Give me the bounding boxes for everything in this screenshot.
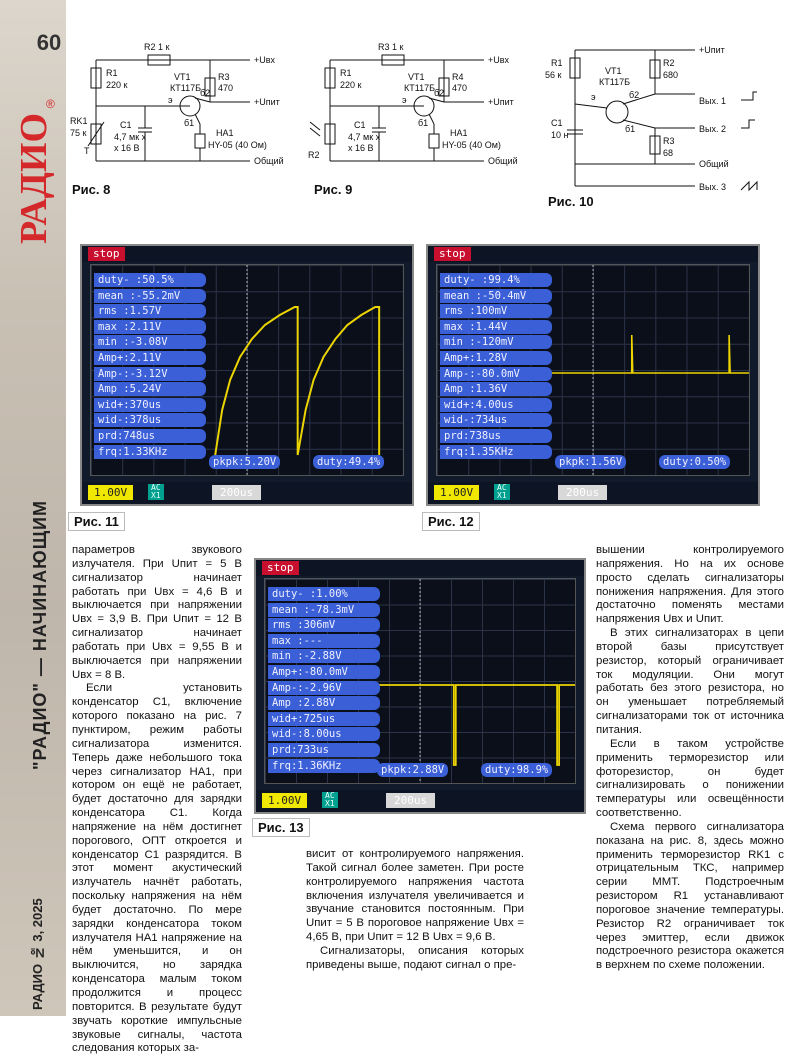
svg-text:б1: б1 — [418, 118, 429, 128]
svg-text:470: 470 — [452, 83, 468, 93]
svg-text:R3 1 к: R3 1 к — [378, 42, 404, 52]
radio-logo — [10, 90, 58, 250]
scope-grid — [436, 264, 750, 476]
svg-text:R3: R3 — [218, 72, 230, 82]
svg-text:HA1: HA1 — [216, 128, 234, 138]
svg-text:Общий: Общий — [699, 159, 729, 169]
svg-text:э: э — [591, 92, 596, 102]
timebase: 200us — [386, 793, 435, 808]
text-column-1 — [72, 544, 242, 1055]
coupling: AC X1 — [322, 792, 338, 808]
section-title: "РАДИО" — НАЧИНАЮЩИМ — [30, 500, 50, 770]
measurement-row: duty- :99.4% — [440, 273, 552, 287]
svg-text:R2: R2 — [663, 58, 675, 68]
scope-fig12 — [426, 244, 760, 506]
measurement-row: mean :-78.3mV — [268, 603, 380, 617]
scope-topbar — [256, 560, 584, 576]
svg-text:КТ117Б: КТ117Б — [404, 83, 435, 93]
paragraph: В этих сигнализаторах в цепи второй базы присутствует резистор, который ограничивает ток модуляции. Они могут работать без этого резистора, но он уменьшает потребляемый сигнализаторами ток от источника питания. — [596, 627, 784, 736]
scope-grid — [90, 264, 404, 476]
svg-text:+Uвх: +Uвх — [254, 55, 276, 65]
measurement-row: Amp+:-80.0mV — [268, 665, 380, 679]
svg-text:220 к: 220 к — [106, 80, 128, 90]
measurements-panel — [94, 273, 206, 460]
svg-text:Вых. 2: Вых. 2 — [699, 124, 726, 134]
scope-bottombar — [82, 482, 412, 504]
duty-readout: duty:0.50% — [659, 455, 730, 469]
svg-text:75 к: 75 к — [70, 128, 87, 138]
measurement-row: wid-:378us — [94, 413, 206, 427]
volts-div: 1.00V — [88, 485, 133, 500]
svg-text:э: э — [168, 95, 173, 105]
pkpk-readout: pkpk:5.20V — [209, 455, 280, 469]
pkpk-readout: pkpk:2.88V — [377, 763, 448, 777]
scope-grid — [264, 578, 576, 784]
fig12-caption: Рис. 12 — [422, 512, 480, 531]
svg-text:+Uпит: +Uпит — [699, 45, 725, 55]
measurement-row: rms :306mV — [268, 618, 380, 632]
timebase: 200us — [558, 485, 607, 500]
paragraph: Если установить конденсатор C1, включение которого показано на рис. 7 пунктиром, режим работы сигнализатора изменится. Теперь даже небольшого тока через сигнализатор HA1, при котором он ещё не работает, будет достаточно для зарядки конденсатора C1. Когда напряжение на нём достигнет порогового, ОПТ откроется и конденсатор C1 разрядится. В этот момент акустический излучатель начнёт работать, поскольку напряжения на нём будет достаточно. По мере зарядки конденсатора током излучателя HA1 напряжение на нём уменьшится, и он выключится, но зарядка конденсатора малым током продолжится и процесс повторится. В результате будут звучать короткие импульсные звуковые сигналы, частота следования которых за- — [72, 682, 242, 1055]
paragraph: Если в таком устройстве применить терморезистор или фоторезистор, он будет сигнализировать о понижении температуры или освещённости соответственно. — [596, 737, 784, 820]
measurements-panel — [440, 273, 552, 460]
svg-text:+Uвх: +Uвх — [488, 55, 510, 65]
measurement-row: frq:1.35KHz — [440, 445, 552, 459]
svg-text:Вых. 3: Вых. 3 — [699, 182, 726, 192]
svg-text:R1: R1 — [106, 68, 118, 78]
coupling: AC X1 — [148, 484, 164, 500]
fig9-caption: Рис. 9 — [314, 182, 353, 197]
svg-text:VT1: VT1 — [605, 66, 622, 76]
measurement-row: Amp :1.36V — [440, 382, 552, 396]
measurement-row: Amp-:-2.96V — [268, 681, 380, 695]
svg-text:470: 470 — [218, 83, 234, 93]
svg-text:HY-05 (40 Ом): HY-05 (40 Ом) — [442, 140, 501, 150]
measurement-row: max :2.11V — [94, 320, 206, 334]
stop-badge: stop — [262, 561, 299, 575]
svg-text:б1: б1 — [184, 118, 195, 128]
svg-text:R1: R1 — [551, 58, 563, 68]
measurement-row: frq:1.36KHz — [268, 759, 380, 773]
svg-text:Вых. 1: Вых. 1 — [699, 96, 726, 106]
text-column-2 — [306, 848, 524, 978]
measurement-row: Amp :5.24V — [94, 382, 206, 396]
svg-text:Общий: Общий — [254, 156, 284, 166]
svg-text:б1: б1 — [625, 124, 636, 134]
svg-text:56 к: 56 к — [545, 70, 562, 80]
svg-text:х 16 В: х 16 В — [348, 143, 374, 153]
svg-text:R2 1 к: R2 1 к — [144, 42, 170, 52]
measurement-row: Amp-:-3.12V — [94, 367, 206, 381]
svg-text:б2: б2 — [434, 88, 445, 98]
duty-readout: duty:49.4% — [313, 455, 384, 469]
logo-text: РАДИО — [13, 112, 55, 244]
measurement-row: Amp+:1.28V — [440, 351, 552, 365]
measurement-row: duty- :1.00% — [268, 587, 380, 601]
svg-text:б2: б2 — [200, 88, 211, 98]
fig10-caption: Рис. 10 — [548, 194, 594, 209]
measurement-row: Amp-:-80.0mV — [440, 367, 552, 381]
scope-bottombar — [428, 482, 758, 504]
measurement-row: wid-:734us — [440, 413, 552, 427]
scope-topbar — [428, 246, 758, 262]
volts-div: 1.00V — [262, 793, 307, 808]
duty-readout: duty:98.9% — [481, 763, 552, 777]
measurement-row: rms :100mV — [440, 304, 552, 318]
pkpk-readout: pkpk:1.56V — [555, 455, 626, 469]
svg-text:HA1: HA1 — [450, 128, 468, 138]
svg-text:C1: C1 — [354, 120, 366, 130]
svg-text:HY-05 (40 Ом): HY-05 (40 Ом) — [208, 140, 267, 150]
circuit-fig10 — [545, 34, 785, 204]
scope-bottombar — [256, 790, 584, 812]
measurement-row: wid+:725us — [268, 712, 380, 726]
page-margin — [0, 0, 66, 1016]
svg-text:VT1: VT1 — [408, 72, 425, 82]
svg-text:680: 680 — [663, 70, 679, 80]
measurement-row: duty- :50.5% — [94, 273, 206, 287]
svg-text:б2: б2 — [629, 90, 640, 100]
paragraph: вышении контролируемого напряжения. Но на их основе просто сделать сигнализаторы понижения напряжения. Для этого достаточно поменять местами напряжения Uвх и Uпит. — [596, 544, 784, 626]
svg-text:э: э — [402, 95, 407, 105]
stop-badge: stop — [88, 247, 125, 261]
coupling: AC X1 — [494, 484, 510, 500]
timebase: 200us — [212, 485, 261, 500]
svg-text:10 н: 10 н — [551, 130, 569, 140]
measurement-row: wid+:370us — [94, 398, 206, 412]
measurement-row: Amp :2.88V — [268, 696, 380, 710]
svg-text:4,7 мк х: 4,7 мк х — [348, 132, 381, 142]
svg-text:4,7 мк х: 4,7 мк х — [114, 132, 147, 142]
svg-text:R3: R3 — [663, 136, 675, 146]
measurement-row: min :-120mV — [440, 335, 552, 349]
svg-text:КТ117Б: КТ117Б — [170, 83, 201, 93]
stop-badge: stop — [434, 247, 471, 261]
measurement-row: max :1.44V — [440, 320, 552, 334]
scope-fig13 — [254, 558, 586, 814]
svg-text:R1: R1 — [340, 68, 352, 78]
measurement-row: frq:1.33KHz — [94, 445, 206, 459]
svg-text:Общий: Общий — [488, 156, 518, 166]
svg-text:T: T — [84, 146, 90, 156]
text-column-3 — [596, 544, 784, 984]
svg-text:R2: R2 — [308, 150, 320, 160]
measurement-row: max :--- — [268, 634, 380, 648]
issue-label: РАДИО № 3, 2025 — [30, 898, 45, 1010]
svg-text:+Uпит: +Uпит — [488, 97, 514, 107]
measurement-row: min :-2.88V — [268, 649, 380, 663]
svg-text:220 к: 220 к — [340, 80, 362, 90]
measurement-row: mean :-50.4mV — [440, 289, 552, 303]
svg-text:КТ117Б: КТ117Б — [599, 77, 630, 87]
svg-text:+Uпит: +Uпит — [254, 97, 280, 107]
svg-text:68: 68 — [663, 148, 674, 158]
svg-text:C1: C1 — [120, 120, 132, 130]
measurement-row: min :-3.08V — [94, 335, 206, 349]
measurement-row: Amp+:2.11V — [94, 351, 206, 365]
paragraph: Схема первого сигнализатора показана на рис. 8, здесь можно применить терморезистор RK1 с отрицательным ТКС, например серии ММТ. Подстроечным резистором R1 устанавливают пороговое значение температуры. Резистор R2 ограничивает ток через эмиттер, если движок подстроечного резистора окажется в верхнем по схеме положении. — [596, 820, 784, 972]
svg-text:VT1: VT1 — [174, 72, 191, 82]
fig11-caption: Рис. 11 — [68, 512, 125, 531]
paragraph: Сигнализаторы, описания которых приведены выше, подают сигнал о пре- — [306, 944, 524, 971]
measurement-row: prd:748us — [94, 429, 206, 443]
paragraph: висит от контролируемого напряжения. Такой сигнал более заметен. При росте контролируемого напряжения частота включения излучателя увеличивается и звучание становится постоянным. При Uпит = 5 В пороговое напряжение Uвх = 4,65 В, при Uпит = 12 В Uвх = 9,6 В. — [306, 848, 524, 944]
measurement-row: prd:733us — [268, 743, 380, 757]
svg-text:RK1: RK1 — [70, 116, 88, 126]
svg-text:C1: C1 — [551, 118, 563, 128]
measurement-row: wid+:4.00us — [440, 398, 552, 412]
volts-div: 1.00V — [434, 485, 479, 500]
paragraph: параметров звукового излучателя. При Uпит = 5 В сигнализатор начинает работать при Uвх = 4,6 В и выключается при напряжении Uвх = 3,9 В. При Uпит = 12 В сигнализатор начинает работать при Uвх = 9,55 В и выключается при напряжении Uвх = 8 В. — [72, 544, 242, 681]
scope-fig11 — [80, 244, 414, 506]
fig8-caption: Рис. 8 — [72, 182, 111, 197]
measurement-row: prd:738us — [440, 429, 552, 443]
svg-text:х 16 В: х 16 В — [114, 143, 140, 153]
measurement-row: rms :1.57V — [94, 304, 206, 318]
scope-topbar — [82, 246, 412, 262]
measurement-row: wid-:8.00us — [268, 727, 380, 741]
measurements-panel — [268, 587, 380, 774]
fig13-caption: Рис. 13 — [252, 818, 310, 837]
page-number: 60 — [36, 30, 62, 55]
svg-text:R4: R4 — [452, 72, 464, 82]
measurement-row: mean :-55.2mV — [94, 289, 206, 303]
logo-registered: ® — [46, 97, 55, 111]
